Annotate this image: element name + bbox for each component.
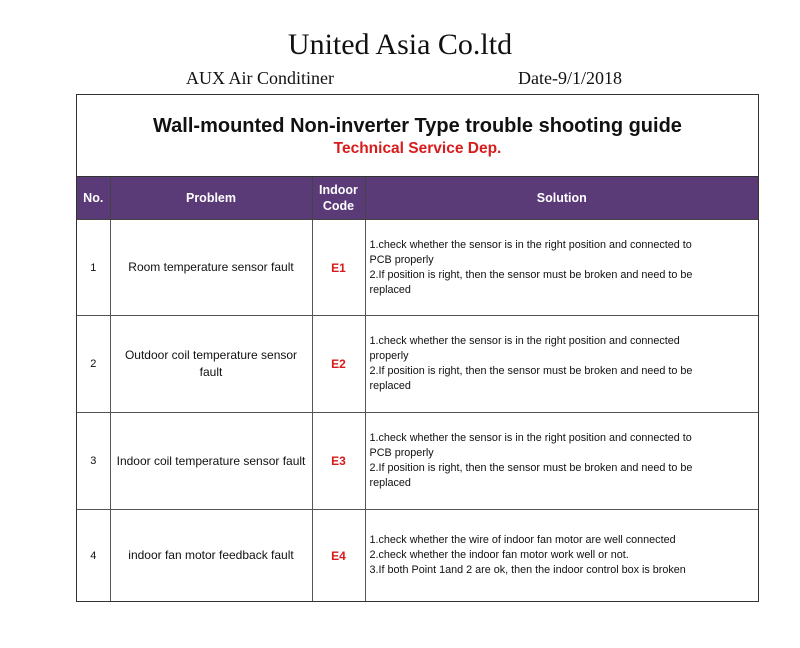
guide-title-block	[77, 95, 758, 177]
row-number: 4	[77, 510, 110, 602]
solution-line: 2.If position is right, then the sensor must be broken and need to be	[369, 462, 693, 474]
row-number: 3	[77, 413, 110, 510]
department-name: Technical Service Dep.	[333, 140, 502, 157]
product-line: AUX Air Conditiner	[186, 68, 334, 88]
solution-line: 2.If position is right, then the sensor must be broken and need to be	[369, 268, 693, 281]
solution-line: PCB properly	[369, 447, 434, 459]
column-header-no: No.	[77, 177, 110, 220]
document-date: Date-9/1/2018	[518, 68, 622, 88]
column-header-indoor-code	[312, 177, 365, 220]
table-row	[77, 413, 758, 510]
column-header-problem: Problem	[110, 177, 312, 220]
company-name: United Asia Co.ltd	[287, 28, 513, 61]
solution-line: 2.check whether the indoor fan motor work well or not.	[369, 549, 629, 561]
column-header-code-line2: Code	[322, 199, 355, 213]
row-solution	[365, 413, 758, 510]
solution-line: replaced	[369, 283, 411, 296]
table-row	[77, 316, 758, 413]
row-problem: Room temperature sensor fault	[110, 220, 312, 316]
row-problem: Indoor coil temperature sensor fault	[110, 413, 312, 510]
row-solution	[365, 510, 758, 602]
solution-line: 3.If both Point 1and 2 are ok, then the indoor control box is broken	[369, 564, 686, 576]
row-solution	[365, 316, 758, 413]
row-error-code: E3	[312, 413, 365, 510]
row-solution	[365, 220, 758, 316]
row-number: 1	[77, 220, 110, 316]
solution-line: 2.If position is right, then the sensor must be broken and need to be	[369, 365, 693, 377]
table-row	[77, 510, 758, 602]
solution-line: PCB properly	[369, 253, 434, 266]
solution-line: properly	[369, 350, 409, 362]
troubleshooting-table	[77, 177, 758, 601]
table-header-row	[77, 177, 758, 220]
solution-line: 1.check whether the sensor is in the right position and connected to	[369, 238, 692, 251]
row-error-code: E1	[312, 220, 365, 316]
guide-title: Wall-mounted Non-inverter Type trouble shooting guide	[153, 115, 682, 137]
row-number: 2	[77, 316, 110, 413]
solution-line: replaced	[369, 477, 411, 489]
row-error-code: E4	[312, 510, 365, 602]
solution-line: replaced	[369, 380, 411, 392]
column-header-solution: Solution	[365, 177, 758, 220]
row-error-code: E2	[312, 316, 365, 413]
troubleshooting-sheet	[76, 94, 759, 602]
solution-line: 1.check whether the wire of indoor fan motor are well connected	[369, 534, 676, 546]
table-row	[77, 220, 758, 316]
solution-line: 1.check whether the sensor is in the right position and connected	[369, 335, 680, 347]
column-header-code-line1: Indoor	[319, 183, 358, 197]
row-problem: Outdoor coil temperature sensor fault	[110, 316, 312, 413]
solution-line: 1.check whether the sensor is in the right position and connected to	[369, 432, 692, 444]
row-problem: indoor fan motor feedback fault	[110, 510, 312, 602]
